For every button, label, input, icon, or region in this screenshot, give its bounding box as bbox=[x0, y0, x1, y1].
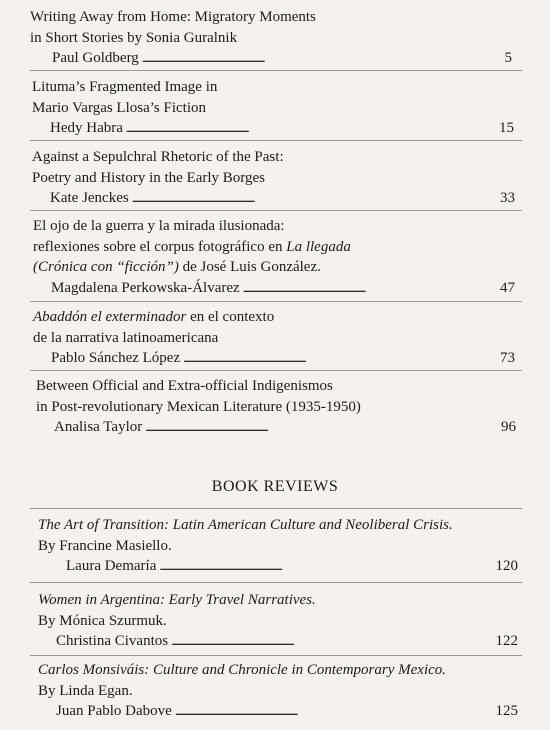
toc-entry bbox=[30, 7, 512, 69]
leader-dots bbox=[183, 348, 498, 369]
entry-title-line: Mario Vargas Llosa’s Fiction bbox=[32, 99, 207, 116]
entry-page: 125 bbox=[495, 703, 518, 719]
leader-dots bbox=[171, 631, 493, 652]
divider bbox=[30, 370, 522, 371]
entry-author: Magdalena Perkowska-Álvarez bbox=[51, 279, 240, 296]
review-book-author: By Linda Egan. bbox=[38, 682, 133, 699]
entry-page: 15 bbox=[499, 120, 514, 136]
leader-dots bbox=[126, 118, 497, 139]
entry-author: Analisa Taylor bbox=[54, 419, 143, 435]
entry-title-line: reflexiones sobre el corpus fotográfico en La llegada bbox=[33, 238, 351, 255]
entry-title-line: Between Official and Extra-official Indigenismos bbox=[36, 378, 333, 394]
toc-entry bbox=[33, 216, 515, 298]
entry-author: Kate Jenckes bbox=[50, 190, 129, 206]
entry-title-line: in Post-revolutionary Mexican Literature (1935-1950) bbox=[36, 398, 361, 415]
entry-page: 120 bbox=[495, 558, 518, 574]
divider bbox=[30, 582, 522, 583]
toc-entry bbox=[36, 376, 516, 438]
entry-author: Hedy Habra bbox=[50, 120, 123, 136]
entry-title-line: Writing Away from Home: Migratory Moments bbox=[30, 9, 316, 25]
entry-page: 73 bbox=[500, 350, 515, 366]
divider bbox=[30, 140, 522, 141]
entry-title-line: El ojo de la guerra y la mirada ilusionada: bbox=[33, 218, 285, 234]
entry-page: 33 bbox=[500, 190, 515, 206]
leader-dots bbox=[132, 188, 498, 209]
entry-page: 96 bbox=[501, 419, 516, 435]
entry-page: 47 bbox=[500, 279, 515, 296]
entry-title-line: Lituma’s Fragmented Image in bbox=[32, 79, 218, 95]
entry-page: 122 bbox=[495, 633, 518, 649]
review-book-author: By Francine Masiello. bbox=[38, 537, 172, 554]
entry-page: 5 bbox=[504, 50, 512, 66]
toc-entry bbox=[32, 147, 515, 209]
review-entry bbox=[38, 660, 518, 722]
toc-entry bbox=[33, 307, 515, 369]
entry-title-line: Abaddón el exterminador en el contexto bbox=[33, 309, 275, 325]
leader-dots bbox=[142, 48, 503, 69]
divider bbox=[30, 508, 522, 509]
leader-dots bbox=[243, 278, 498, 299]
italic-title: Abaddón el exterminador bbox=[33, 309, 187, 325]
review-entry bbox=[38, 590, 518, 652]
leader-dots bbox=[159, 556, 493, 577]
section-heading: BOOK REVIEWS bbox=[211, 478, 339, 495]
review-book-title: Women in Argentina: Early Travel Narratives. bbox=[38, 592, 316, 608]
entry-title-line: (Crónica con “ficción”) de José Luis González. bbox=[33, 259, 321, 275]
divider bbox=[30, 70, 522, 71]
italic-title: (Crónica con “ficción”) bbox=[33, 259, 179, 275]
entry-author: Paul Goldberg bbox=[52, 50, 139, 66]
reviewer: Laura Demaría bbox=[66, 558, 157, 574]
review-book-title: The Art of Transition: Latin American Culture and Neoliberal Crisis. bbox=[38, 517, 453, 533]
entry-title-line: Poetry and History in the Early Borges bbox=[32, 169, 266, 186]
review-book-title: Carlos Monsiváis: Culture and Chronicle in Contemporary Mexico. bbox=[38, 662, 447, 678]
entry-title-line: Against a Sepulchral Rhetoric of the Past: bbox=[32, 149, 284, 165]
entry-title-line: in Short Stories by Sonia Guralnik bbox=[30, 29, 238, 46]
review-entry bbox=[38, 515, 518, 577]
leader-dots bbox=[175, 701, 494, 722]
divider bbox=[30, 655, 522, 656]
italic-title: La llegada bbox=[286, 238, 351, 255]
review-book-author: By Mónica Szurmuk. bbox=[38, 612, 167, 629]
toc-entry bbox=[32, 77, 514, 139]
entry-title-line: de la narrativa latinoamericana bbox=[33, 329, 219, 346]
reviewer: Christina Civantos bbox=[56, 633, 169, 649]
leader-dots bbox=[145, 417, 499, 438]
divider bbox=[30, 210, 522, 211]
divider bbox=[30, 301, 522, 302]
reviewer: Juan Pablo Dabove bbox=[56, 703, 172, 719]
entry-author: Pablo Sánchez López bbox=[51, 350, 181, 366]
